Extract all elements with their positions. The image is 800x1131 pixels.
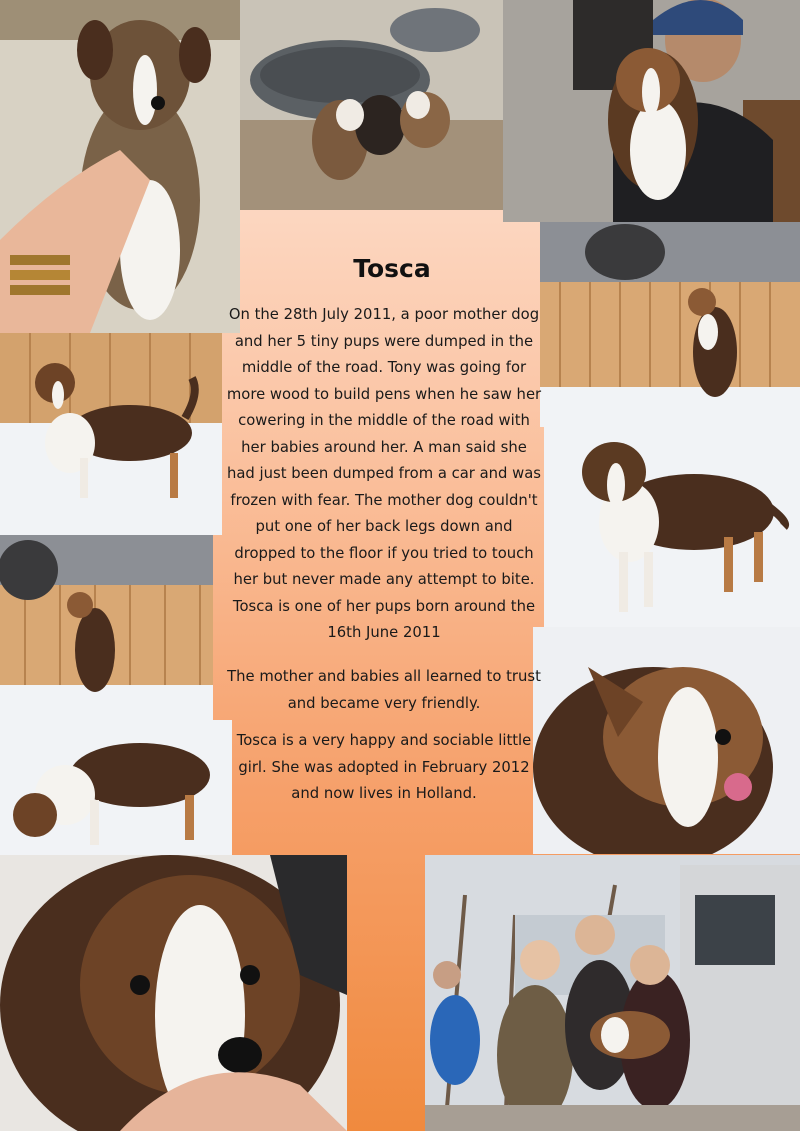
story-title: Tosca: [353, 254, 431, 283]
photo-puppy-held-up: [0, 0, 240, 333]
story-paragraph-adoption: Tosca is a very happy and sociable little girl. She was adopted in February 2012 and now lives in Holland.: [236, 732, 532, 802]
story-paragraph-rescue: On the 28th July 2011, a poor mother dog and her 5 tiny pups were dumped in the middle of the road. Tony was going for more wood to build pens when he saw her cowering in the middle of the road with her babies around her. A man said she had just been dumped from a car and was frozen with fear. The mother dog couldn't put one of her back legs down and dropped to the floor if you tried to touch her but never made any attempt to bite. Tosca is one of her pups born around the 16th June 2011: [226, 306, 542, 641]
photo-dog-at-pen-left: [0, 535, 213, 720]
story-text-panel: [222, 240, 544, 860]
photo-dog-standing-snow-left: [0, 333, 222, 535]
photo-dog-head-in-hands: [0, 855, 347, 1131]
story-paragraph-trust: The mother and babies all learned to trust and became very friendly.: [227, 668, 541, 712]
photo-dog-licking-nose: [533, 627, 800, 854]
photo-dog-jumping-at-pen: [540, 222, 800, 427]
photo-dog-sniffing-snow: [0, 720, 232, 855]
photo-adoption-group: [425, 855, 800, 1131]
photo-person-holding-dog: [503, 0, 800, 222]
photo-puppies-in-tub: [240, 0, 503, 210]
photo-dog-looking-snow-right: [544, 427, 800, 627]
